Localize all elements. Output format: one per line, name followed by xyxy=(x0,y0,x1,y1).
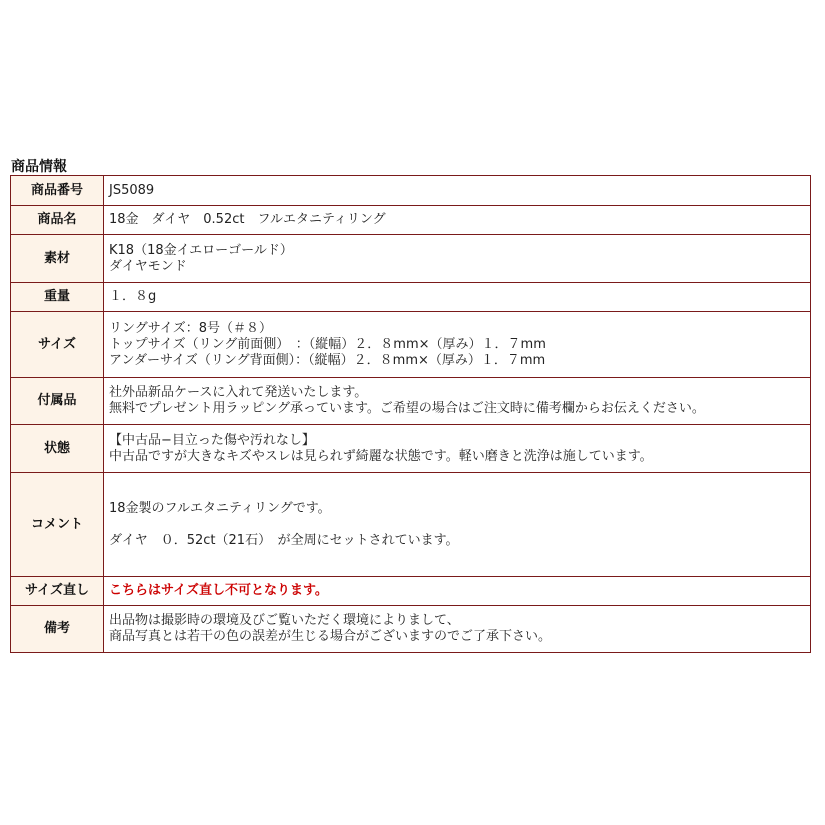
row-condition xyxy=(11,425,811,473)
label-remarks: 備考 xyxy=(11,606,104,653)
material-line: ダイヤモンド xyxy=(109,258,187,274)
row-weight xyxy=(11,283,811,312)
label-condition: 状態 xyxy=(11,425,104,473)
row-material xyxy=(11,235,811,283)
label-product-number: 商品番号 xyxy=(11,176,104,206)
value-material xyxy=(104,235,811,283)
row-size xyxy=(11,312,811,378)
row-comment xyxy=(11,473,811,577)
comment-line: 18金製のフルエタニティリングです。 xyxy=(109,500,331,516)
comment-line: ダイヤ ０．52ct（21石） が全周にセットされています。 xyxy=(109,532,459,548)
remarks-line: 商品写真とは若干の色の誤差が生じる場合がございますのでご了承下さい。 xyxy=(109,629,552,644)
value-condition xyxy=(104,425,811,473)
value-resize: こちらはサイズ直し不可となります。 xyxy=(104,577,811,606)
material-line: K18（18金イエローゴールド） xyxy=(109,242,293,258)
row-remarks xyxy=(11,606,811,653)
row-accessories xyxy=(11,378,811,425)
label-size: サイズ xyxy=(11,312,104,378)
row-product-number xyxy=(11,176,811,206)
row-product-name xyxy=(11,206,811,235)
label-comment: コメント xyxy=(11,473,104,577)
value-weight: １．８g xyxy=(104,283,811,312)
product-info-table xyxy=(10,175,811,653)
value-accessories xyxy=(104,378,811,425)
comment-spacer xyxy=(109,517,806,533)
condition-line: 中古品ですが大きなキズやスレは見られず綺麗な状態です。軽い磨きと洗浄は施しています。 xyxy=(109,448,653,464)
size-line: リングサイズ：8号（＃８） xyxy=(109,320,272,336)
condition-line: 【中古品−目立った傷や汚れなし】 xyxy=(109,432,315,448)
label-resize: サイズ直し xyxy=(11,577,104,606)
accessories-line: 社外品新品ケースに入れて発送いたします。 xyxy=(109,385,368,400)
value-comment xyxy=(104,473,811,577)
value-remarks xyxy=(104,606,811,653)
size-line: トップサイズ（リング前面側） ：（縦幅）２．８mm×（厚み）１．７mm xyxy=(109,336,546,352)
label-accessories: 付属品 xyxy=(11,378,104,425)
remarks-line: 出品物は撮影時の環境及びご覧いただく環境によりまして、 xyxy=(109,613,460,628)
label-product-name: 商品名 xyxy=(11,206,104,235)
value-product-name: 18金 ダイヤ 0.52ct フルエタニティリング xyxy=(104,206,811,235)
size-line: アンダーサイズ（リング背面側）：（縦幅）２．８mm×（厚み）１．７mm xyxy=(109,352,546,368)
value-product-number: JS5089 xyxy=(104,176,811,206)
accessories-line: 無料でプレゼント用ラッピング承っています。ご希望の場合はご注文時に備考欄からお伝えください。 xyxy=(109,401,705,416)
label-material: 素材 xyxy=(11,235,104,283)
row-resize xyxy=(11,577,811,606)
value-size xyxy=(104,312,811,378)
section-title: 商品情報 xyxy=(11,159,67,175)
label-weight: 重量 xyxy=(11,283,104,312)
